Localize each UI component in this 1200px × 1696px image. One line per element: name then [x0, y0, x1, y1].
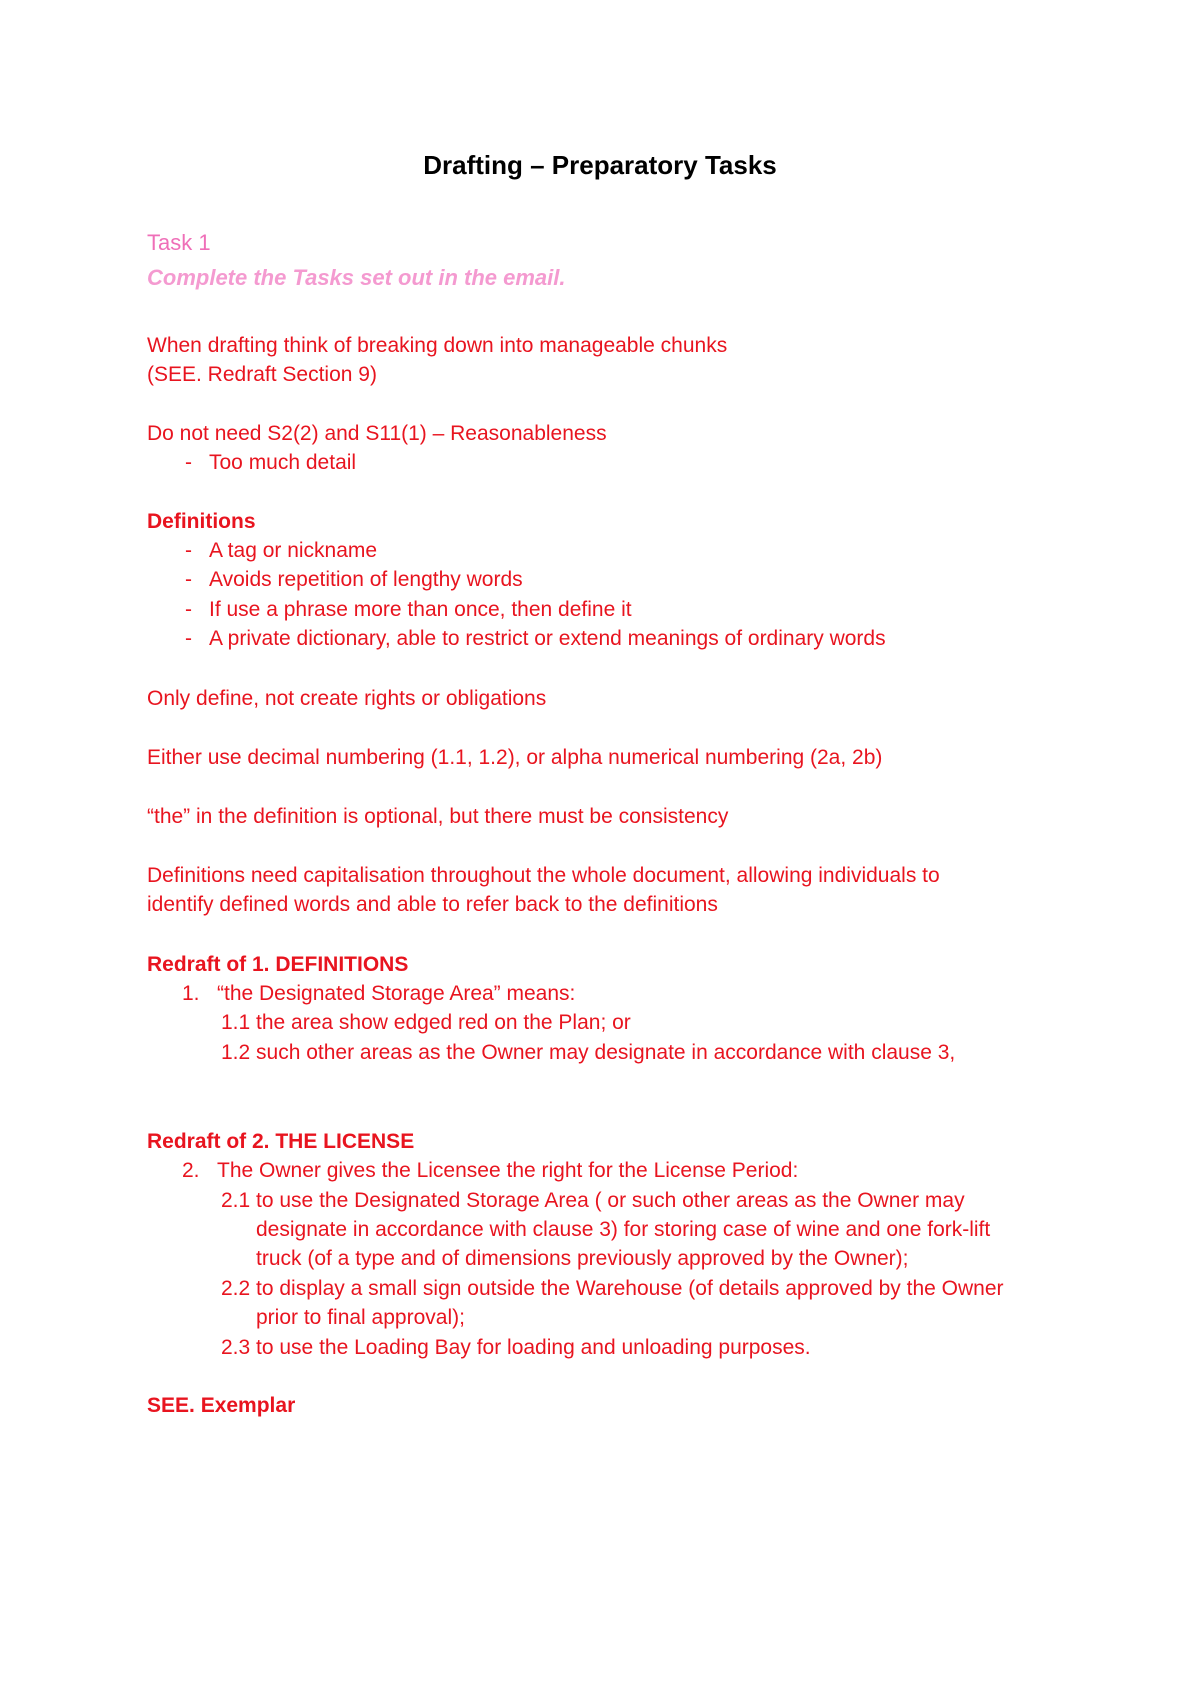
sub-item-continuation: [147, 1304, 465, 1332]
task-heading: Task 1: [147, 230, 211, 255]
sub-item-text: 2.1 to use the Designated Storage Area ( or such other areas as the Owner may: [221, 1189, 965, 1212]
list-item: [147, 625, 886, 653]
list-item: [147, 566, 523, 594]
sub-item-continuation: [147, 1245, 909, 1273]
item-text: “the Designated Storage Area” means:: [217, 982, 576, 1005]
paragraph: Only define, not create rights or obligations: [147, 687, 547, 710]
sub-item-text: truck (of a type and of dimensions previously approved by the Owner);: [256, 1247, 909, 1270]
sub-item: [147, 1187, 965, 1215]
exemplar-reference: SEE. Exemplar: [147, 1394, 296, 1417]
reasonableness-text: Do not need S2(2) and S11(1) – Reasonableness: [147, 422, 607, 445]
sub-item-text: 1.1 the area show edged red on the Plan; or: [221, 1011, 631, 1034]
dash-bullet: -: [185, 451, 192, 474]
sub-item-text: 2.2 to display a small sign outside the Warehouse (of details approved by the Owner: [221, 1277, 1004, 1300]
list-item: [147, 449, 356, 477]
item-number: 1.: [182, 982, 200, 1005]
sub-item: [147, 1039, 955, 1067]
capitalisation-line-2: identify defined words and able to refer back to the definitions: [147, 893, 718, 916]
sub-item-text: 1.2 such other areas as the Owner may designate in accordance with clause 3,: [221, 1041, 956, 1064]
list-item-text: Too much detail: [209, 451, 357, 474]
page-title: Drafting – Preparatory Tasks: [423, 150, 777, 180]
sub-item: [147, 1275, 1004, 1303]
dash-bullet: -: [185, 598, 192, 621]
task-subtitle: Complete the Tasks set out in the email.: [147, 265, 566, 290]
intro-line-1: When drafting think of breaking down into manageable chunks: [147, 334, 728, 357]
dash-bullet: -: [185, 568, 192, 591]
list-item-text: If use a phrase more than once, then define it: [209, 598, 632, 621]
sub-item-text: prior to final approval);: [256, 1306, 465, 1329]
sub-item-text: designate in accordance with clause 3) for storing case of wine and one fork-lift: [256, 1218, 991, 1241]
dash-bullet: -: [185, 627, 192, 650]
list-item-text: A tag or nickname: [209, 539, 378, 562]
sub-item-text: 2.3 to use the Loading Bay for loading and unloading purposes.: [221, 1336, 811, 1359]
paragraph: Either use decimal numbering (1.1, 1.2), or alpha numerical numbering (2a, 2b): [147, 746, 883, 769]
list-item-text: Avoids repetition of lengthy words: [209, 568, 523, 591]
sub-item-continuation: [147, 1216, 990, 1244]
numbered-item: [147, 1157, 798, 1185]
sub-item: [147, 1334, 811, 1362]
dash-bullet: -: [185, 539, 192, 562]
intro-line-2: (SEE. Redraft Section 9): [147, 363, 377, 386]
list-item: [147, 537, 377, 565]
paragraph: “the” in the definition is optional, but there must be consistency: [147, 805, 729, 828]
sub-item: [147, 1009, 631, 1037]
list-item: [147, 596, 632, 624]
capitalisation-line-1: Definitions need capitalisation throughout the whole document, allowing individuals to: [147, 864, 940, 887]
list-item-text: A private dictionary, able to restrict or extend meanings of ordinary words: [209, 627, 886, 650]
definitions-heading: Definitions: [147, 510, 256, 533]
numbered-item: [147, 980, 575, 1008]
redraft-1-heading: Redraft of 1. DEFINITIONS: [147, 953, 409, 976]
redraft-2-heading: Redraft of 2. THE LICENSE: [147, 1130, 415, 1153]
item-text: The Owner gives the Licensee the right for the License Period:: [217, 1159, 799, 1182]
item-number: 2.: [182, 1159, 200, 1182]
